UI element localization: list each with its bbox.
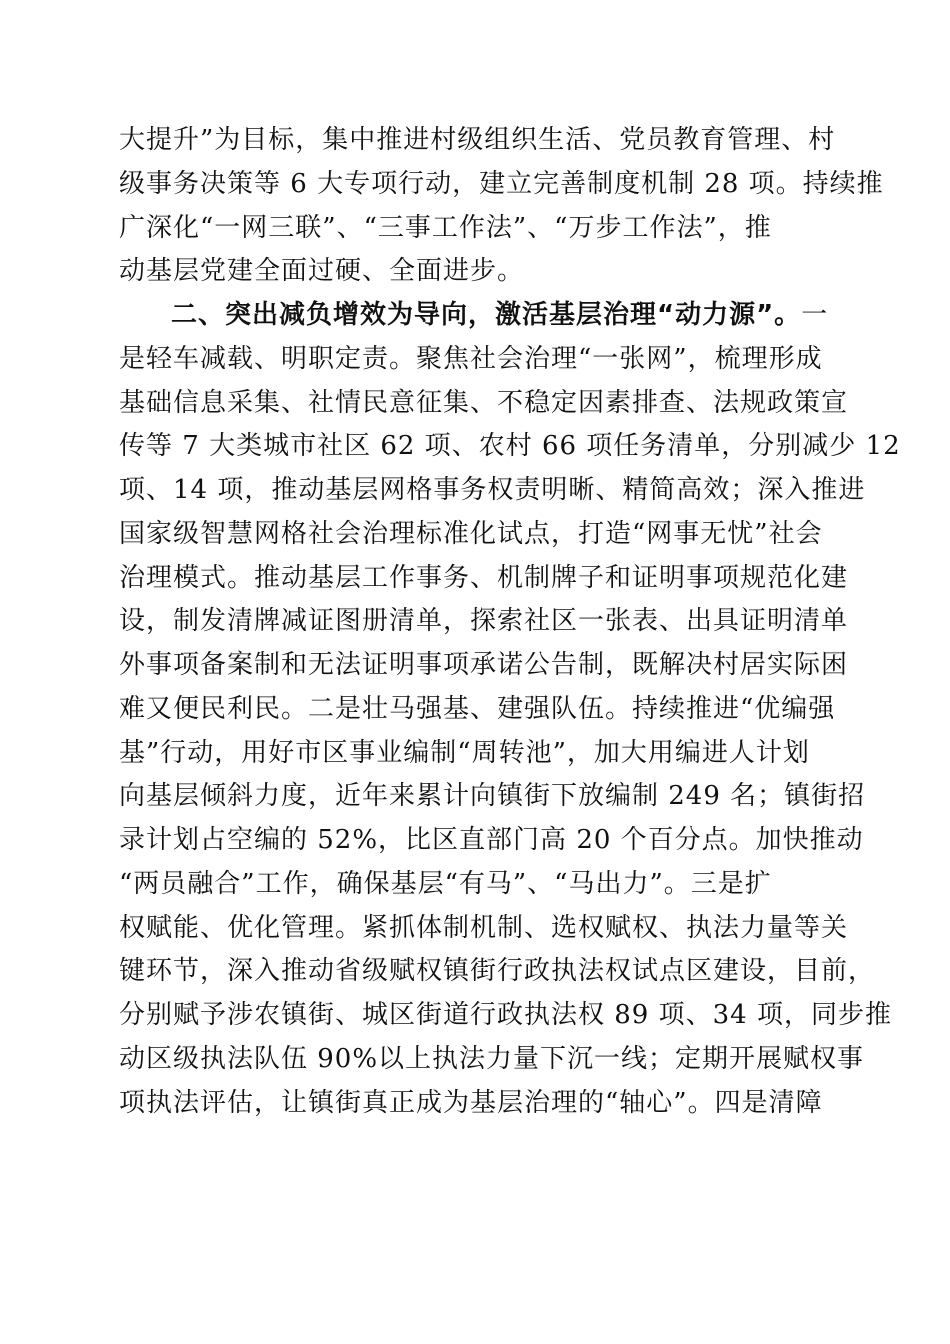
text-line: 向基层倾斜力度，近年来累计向镇街下放编制 249 名；镇街招 [119,781,866,812]
text-line: 基础信息采集、社情民意征集、不稳定因素排查、法规政策宣 [119,387,849,418]
text-line: 难又便民利民。二是壮马强基、建强队伍。持续推进“优编强 [119,693,836,724]
body-text [119,119,901,1125]
text-line: “两员融合”工作，确保基层“有马”、“马出力”。三是扩 [119,868,772,899]
text-line: 传等 7 大类城市社区 62 项、农村 66 项任务清单，分别减少 12 [119,431,901,462]
text-line: 项、14 项，推动基层网格事务权责明晰、精简高效；深入推进 [119,475,866,505]
text-line: 国家级智慧网格社会治理标准化试点，打造“网事无忧”社会 [119,518,823,549]
text-line: 治理模式。推动基层工作事务、机制牌子和证明事项规范化建 [119,562,849,593]
section-heading: 二、突出减负增效为导向，激活基层治理“动力源”。 [171,300,802,330]
text-line: 大提升”为目标，集中推进村级组织生活、党员教育管理、村 [119,125,836,155]
text-line: 项执法评估，让镇街真正成为基层治理的“轴心”。四是清障 [119,1087,823,1118]
text-line: 是轻车减载、明职定责。聚焦社会治理“一张网”，梳理形成 [119,343,823,374]
text-line: 分别赋予涉农镇街、城区街道行政执法权 89 项、34 项，同步推 [119,1000,892,1030]
text-line: 基”行动，用好市区事业编制“周转池”，加大用编进人计划 [119,737,810,768]
text-line: 键环节，深入推动省级赋权镇街行政执法权试点区建设，目前， [119,956,876,987]
text-line: 动基层党建全面过硬、全面进步。 [119,256,525,287]
text-line: 录计划占空编的 52%，比区直部门高 20 个百分点。加快推动 [119,825,864,855]
text-line: 级事务决策等 6 大专项行动，建立完善制度机制 28 项。持续推 [119,168,884,199]
text-line: 外事项备案制和无法证明事项承诺公告制，既解决村居实际困 [119,650,849,680]
text-line: 广深化“一网三联”、“三事工作法”、“万步工作法”，推 [119,212,772,243]
text-line: 设，制发清牌减证图册清单，探索社区一张表、出具证明清单 [119,606,849,637]
heading-tail: 一 [801,300,829,330]
text-line: 动区级执法队伍 90%以上执法力量下沉一线；定期开展赋权事 [119,1043,865,1074]
section-heading-line [119,294,839,338]
text-line: 权赋能、优化管理。紧抓体制机制、选权赋权、执法力量等关 [119,912,849,943]
